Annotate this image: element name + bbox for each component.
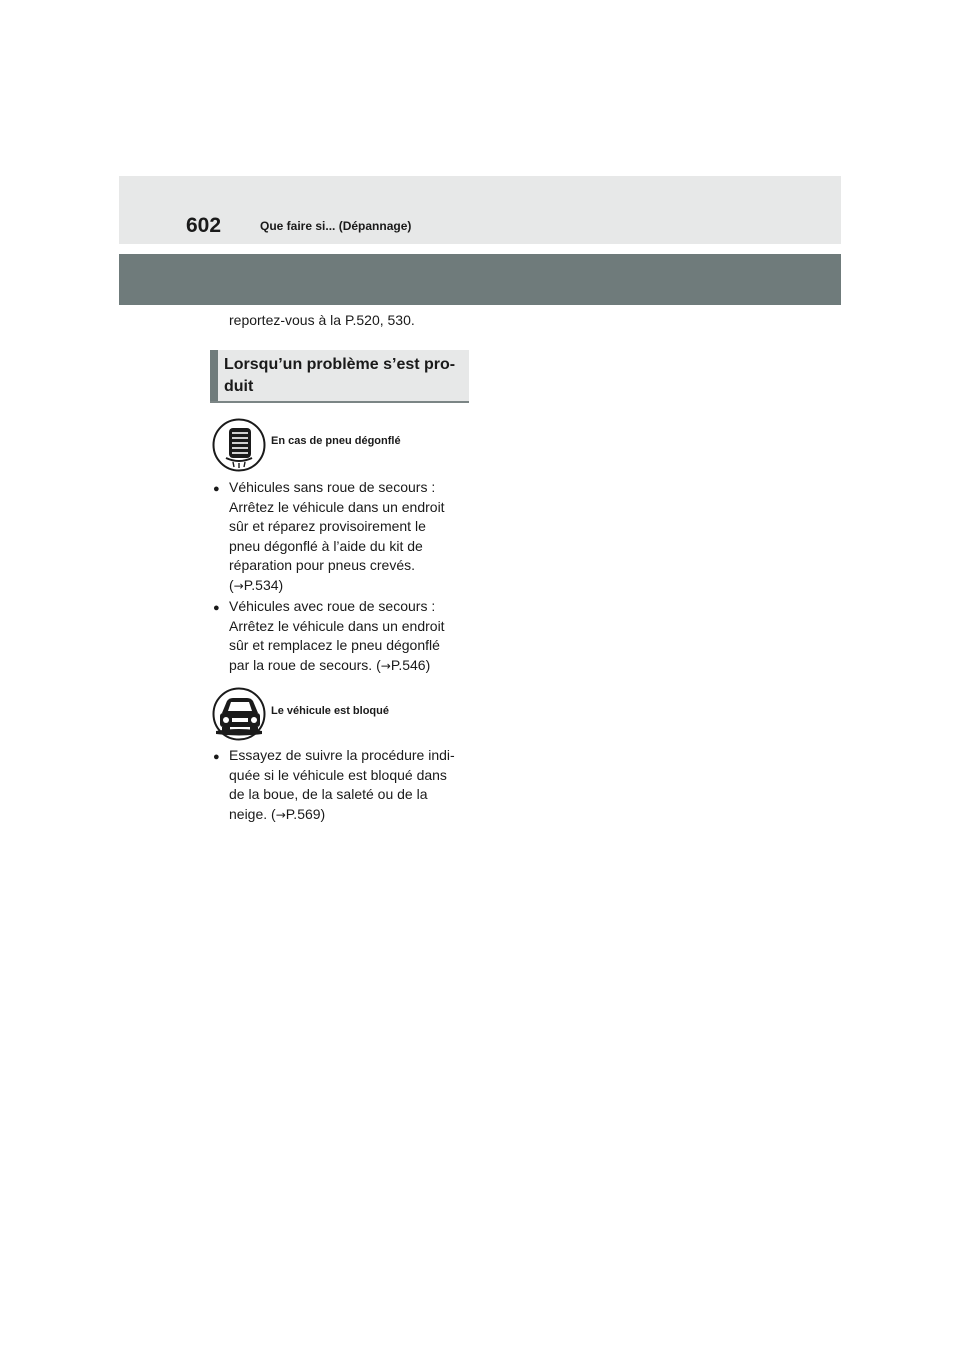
bullet-marker: ● [213,483,220,495]
bullet-line: Arrêtez le véhicule dans un endroit [229,498,445,515]
bullet-last-line: neige. ( [229,805,276,822]
chapter-title: Que faire si... (Dépannage) [260,219,412,233]
header-band [119,176,841,244]
bullet-text [229,597,474,676]
arrow-icon: → [380,658,391,673]
ref-page: P.534) [243,576,284,593]
section-bar [119,254,841,305]
bullet-line [229,805,474,826]
page-number: 602 [186,214,222,237]
section-heading-accent [210,350,218,401]
bullet-line: quée si le véhicule est bloqué dans [229,766,447,783]
ref-page: P.569) [285,805,326,822]
intro-reference: reportez-vous à la P.520, 530. [229,312,415,328]
arrow-icon: → [275,807,286,822]
bullet-last-line: par la roue de secours. ( [229,656,381,673]
bullet-line: pneu dégonflé à l’aide du kit de [229,537,423,554]
bullet-line [229,656,474,677]
section-heading [210,350,469,403]
stuck-vehicle-icon [212,687,266,741]
bullet-line: Véhicules sans roue de secours : [229,479,436,495]
bullet-line: Arrêtez le véhicule dans un endroit [229,617,445,634]
bullet-line: de la boue, de la saleté ou de la [229,786,428,802]
bullet-line: sûr et réparez provisoirement le [229,518,426,534]
ref-page: P.546) [390,656,431,673]
topic-label-stuck-vehicle: Le véhicule est bloqué [271,705,389,717]
ref-open: ( [229,576,234,593]
section-heading-text [224,354,466,398]
bullet-line: Essayez de suivre la procédure indi- [229,747,455,763]
bullet-line: sûr et remplacez le pneu dégonflé [229,637,440,653]
bullet-line: Véhicules avec roue de secours : [229,598,436,614]
topic-label-flat-tire: En cas de pneu dégonflé [271,435,401,447]
bullet-text [229,746,474,825]
bullet-marker: ● [213,751,220,763]
bullet-line: réparation pour pneus crevés. [229,557,415,573]
flat-tire-icon [212,418,266,472]
bullet-text [229,478,474,596]
section-heading-line-2: duit [224,378,254,395]
arrow-icon: → [233,578,244,593]
page-reference [229,576,474,597]
bullet-marker: ● [213,602,220,614]
section-heading-line-1: Lorsqu’un problème s’est pro- [224,356,456,373]
